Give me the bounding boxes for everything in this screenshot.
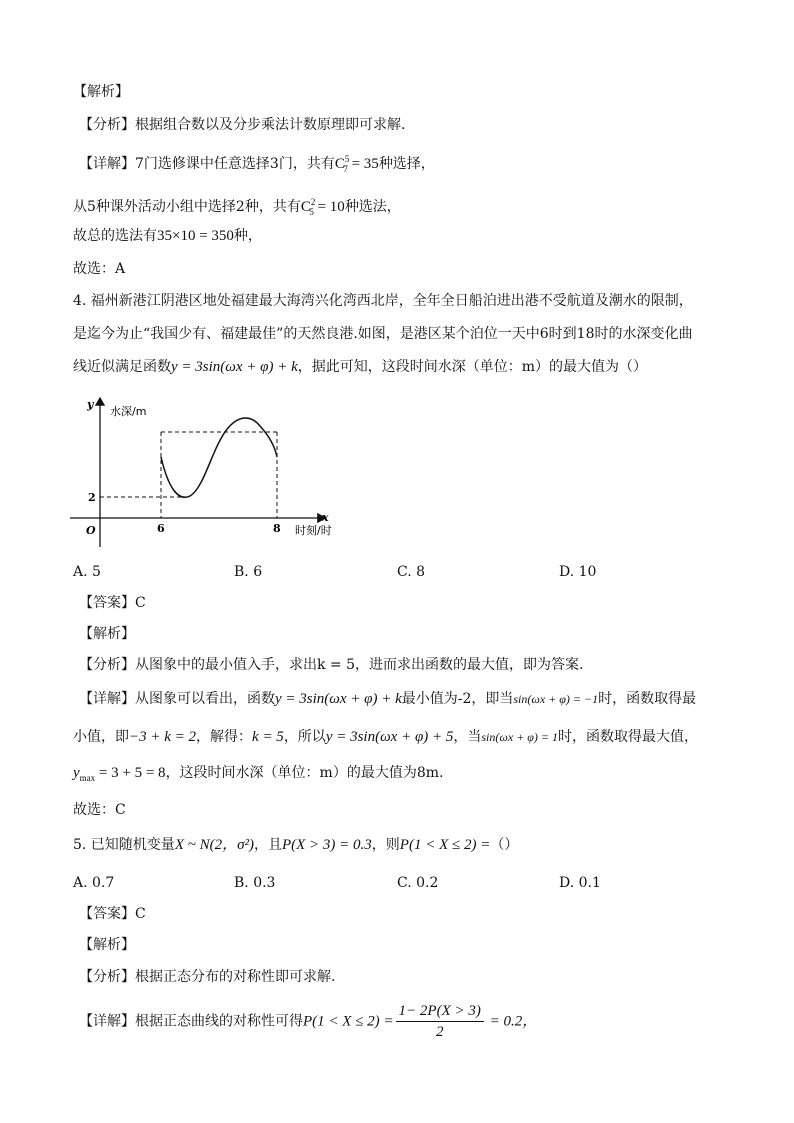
text: 时，函数取得最大值，	[558, 729, 699, 745]
text: ，所以	[283, 729, 326, 745]
math-expression: sin(ωx + φ) = 1	[481, 730, 559, 744]
text: ，则	[371, 837, 400, 853]
text: 线近似满足函数	[73, 359, 171, 375]
text: ，据此可知，这段时间水深（单位：m）的最大值为（）	[297, 359, 648, 375]
analysis-text: 【分析】根据正态分布的对称性即可求解.	[79, 969, 336, 985]
math-function: y = 3sin(ωx + φ) + k	[171, 359, 298, 375]
question-4-line-2: 是迄今为止“我国少有、福建最佳”的天然良港.如图，是港区某个泊位一天中6时到18时的水深变化曲	[73, 326, 693, 342]
answer-heading: 【答案】C	[79, 906, 146, 922]
math-probability: P(X > 3) = 0.3	[281, 837, 372, 853]
option-b: B. 6	[234, 564, 263, 580]
x-axis-label: 时刻/时	[295, 524, 332, 537]
math-expression: sin(ωx + φ) = −1	[513, 692, 599, 706]
text: （）	[490, 837, 519, 853]
text: ，且	[253, 837, 282, 853]
option-c: C. 8	[397, 564, 426, 580]
text: 故总的选法有	[73, 228, 157, 244]
solution-line-2	[73, 728, 698, 746]
text: 种选法，	[344, 199, 401, 215]
choice-line: 故选：C	[73, 802, 126, 818]
solution-line-1	[79, 150, 435, 178]
analysis-heading: 【解析】	[79, 626, 135, 642]
y-axis-label: 水深/m	[110, 405, 147, 418]
y-axis-letter: y	[87, 398, 94, 411]
choice-line: 故选：A	[73, 261, 126, 277]
option-c: C. 0.2	[397, 875, 439, 891]
denominator: 2	[435, 1024, 444, 1040]
math-expression: k = 5	[252, 729, 284, 745]
math-combination: $C^2_5 = 10$	[300, 197, 345, 217]
tick-label: 6	[157, 522, 165, 535]
text: ，这段时间水深（单位：m）的最大值为8m.	[165, 765, 444, 781]
text: 【详解】根据正态曲线的对称性可得	[79, 1013, 303, 1030]
option-b: B. 0.3	[234, 875, 276, 891]
c: C	[300, 199, 311, 215]
text: 种选择，	[378, 156, 435, 172]
text: 【详解】从图象可以看出，函数	[79, 691, 275, 707]
math-expression: −3 + k = 2	[129, 729, 197, 745]
option-d: D. 10	[559, 564, 597, 580]
math-function: y = 3sin(ωx + φ) + 5	[325, 729, 454, 745]
origin-label: O	[86, 524, 96, 537]
tick-label: 2	[88, 491, 96, 504]
analysis-heading: 【解析】	[79, 937, 135, 953]
solution-line-1	[79, 1002, 537, 1041]
text: 小值，即	[73, 729, 129, 745]
question-5	[73, 836, 518, 854]
math-fraction	[396, 1002, 484, 1041]
math-combination: $C^5_7 = 35$	[334, 154, 379, 174]
math-function: y = 3sin(ωx + φ) + k	[275, 691, 402, 707]
question-4-line-3	[73, 358, 647, 376]
analysis-text: 【分析】从图象中的最小值入手，求出k = 5，进而求出函数的最大值，即为答案.	[79, 657, 584, 673]
math-probability: P(1 < X ≤ 2) =	[303, 1013, 394, 1030]
analysis-heading: 【解析】	[73, 84, 129, 100]
text: 【详解】7门选修课中任意选择3门，共有	[79, 156, 335, 172]
eq: = 10	[313, 199, 345, 215]
text: ，当	[453, 729, 482, 745]
math-probability: P(1 < X ≤ 2) =	[399, 837, 491, 853]
math-ymax: $y_{max} = 3 + 5 = 8$	[73, 765, 166, 783]
solution-line-2	[73, 193, 401, 221]
c: C	[334, 156, 345, 172]
text: 最小值为-2，即当	[401, 691, 514, 707]
analysis-text: 【分析】根据组合数以及分步乘法计数原理即可求解.	[79, 117, 406, 133]
x-axis-letter: x	[322, 511, 329, 524]
question-4-line-1: 4. 福州新港江阴港区地处福建最大海湾兴化湾西北岸，全年全日船泊进出港不受航道及潮水的限制，	[73, 293, 693, 309]
eq: = 3 + 5 = 8	[95, 765, 166, 781]
depth-curve	[161, 418, 277, 497]
math-result: = 0.2，	[485, 1013, 538, 1030]
solution-line-3	[73, 764, 443, 787]
answer-heading: 【答案】C	[79, 595, 146, 611]
text: 种，	[233, 228, 262, 244]
math-distribution: X ~ N(2，σ²)	[174, 837, 254, 853]
option-d: D. 0.1	[559, 875, 601, 891]
tick-label: 8	[273, 522, 281, 535]
eq: = 35	[347, 156, 379, 172]
solution-line-3	[73, 227, 262, 245]
solution-line-1	[79, 690, 696, 708]
option-a: A. 0.7	[73, 875, 115, 891]
text: 从5种课外活动小组中选择2种，共有	[73, 199, 301, 215]
text: 时，函数取得最	[598, 691, 697, 707]
math-product: 35×10 = 350	[157, 228, 234, 244]
numerator: 1− 2P(X > 3)	[396, 1002, 484, 1022]
text: 5. 已知随机变量	[73, 837, 175, 853]
text: ，解得：	[196, 729, 253, 745]
option-a: A. 5	[73, 564, 101, 580]
water-depth-graph	[70, 392, 360, 552]
